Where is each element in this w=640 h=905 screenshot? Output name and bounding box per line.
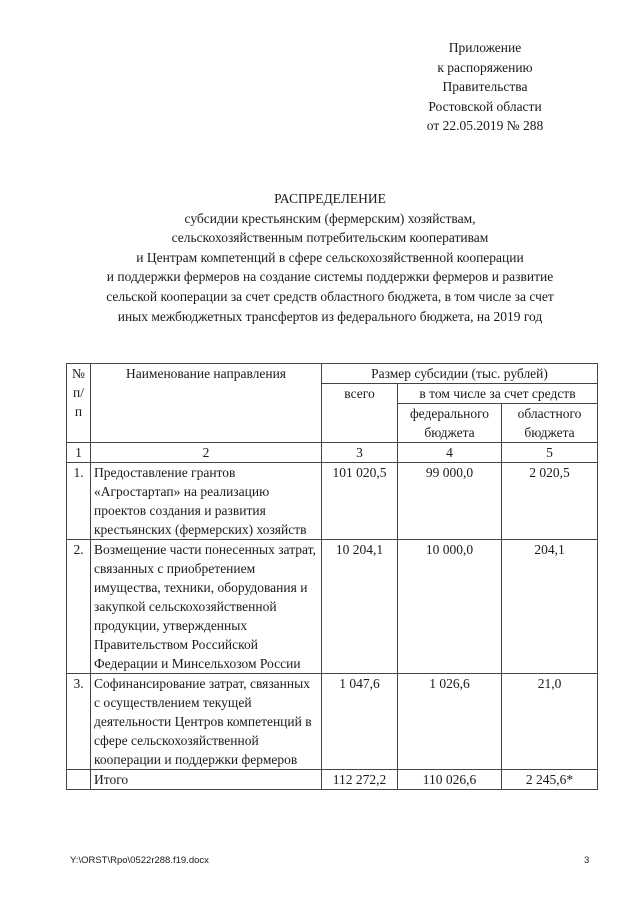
heading-line: и поддержки фермеров на создание системы поддержки фермеров и развитие [106, 269, 554, 285]
appendix-line: Ростовской области [428, 98, 542, 114]
appendix-line: Правительства [442, 79, 528, 94]
row-regional: 2 020,5 [502, 463, 598, 540]
subsidy-distribution-table [66, 363, 598, 790]
row-name: Софинансирование затрат, связанных с осуществлением текущей деятельности Центров компетенций в сфере сельскохозяйственной кооперации и поддержки фермеров [91, 674, 322, 770]
table-row [67, 674, 598, 770]
total-regional: 2 245,6* [502, 770, 598, 790]
col-number: 3 [322, 443, 398, 463]
row-total: 101 020,5 [322, 463, 398, 540]
total-total: 112 272,2 [322, 770, 398, 790]
file-path: Y:\ORST\Rpo\0522r288.f19.docx [70, 855, 209, 866]
appendix-line: Приложение [448, 40, 522, 55]
heading-line: сельскохозяйственным потребительским кооперативам [171, 230, 489, 246]
row-name: Возмещение части понесенных затрат, связанных с приобретением имущества, техники, оборудования и закупкой сельскохозяйственной продукции, утвержденных Правительством Российской Федерации и Минсельхозом России [91, 540, 322, 674]
row-num: 3. [67, 674, 91, 770]
appendix-line: к распоряжению [437, 59, 533, 75]
col-number: 5 [502, 443, 598, 463]
row-num: 2. [67, 540, 91, 674]
document-heading [30, 189, 630, 326]
header-incl: в том числе за счет средств [398, 384, 598, 404]
table-row [67, 463, 598, 540]
row-total: 10 204,1 [322, 540, 398, 674]
column-numbers-row [67, 443, 598, 463]
table-row [67, 540, 598, 674]
total-num [67, 770, 91, 790]
row-regional: 21,0 [502, 674, 598, 770]
row-num: 1. [67, 463, 91, 540]
heading-line: субсидии крестьянским (фермерским) хозяйствам, [184, 210, 476, 226]
heading-line: иных межбюджетных трансфертов из федерального бюджета, на 2019 год [117, 308, 543, 324]
page-number: 3 [584, 855, 590, 866]
appendix-line: от 22.05.2019 № 288 [426, 118, 544, 133]
heading-line: и Центрам компетенций в сфере сельскохозяйственной кооперации [136, 249, 524, 265]
heading-line: сельской кооперации за счет средств областного бюджета, в том числе за счет [106, 288, 554, 304]
total-row [67, 770, 598, 790]
total-federal: 110 026,6 [398, 770, 502, 790]
col-number: 1 [67, 443, 91, 463]
header-name: Наименование направления [91, 364, 322, 443]
row-federal: 99 000,0 [398, 463, 502, 540]
header-num: № п/п [67, 364, 91, 443]
col-number: 2 [91, 443, 322, 463]
total-label: Итого [91, 770, 322, 790]
row-regional: 204,1 [502, 540, 598, 674]
header-row [67, 364, 598, 384]
document-title: РАСПРЕДЕЛЕНИЕ [274, 191, 386, 206]
appendix-block [380, 38, 590, 136]
header-federal: федерального бюджета [398, 404, 502, 443]
row-federal: 10 000,0 [398, 540, 502, 674]
row-total: 1 047,6 [322, 674, 398, 770]
row-name: Предоставление грантов «Агростартап» на реализацию проектов создания и развития крестьянских (фермерских) хозяйств [91, 463, 322, 540]
header-size: Размер субсидии (тыс. рублей) [322, 364, 598, 384]
header-total: всего [322, 384, 398, 443]
row-federal: 1 026,6 [398, 674, 502, 770]
col-number: 4 [398, 443, 502, 463]
header-regional: областного бюджета [502, 404, 598, 443]
